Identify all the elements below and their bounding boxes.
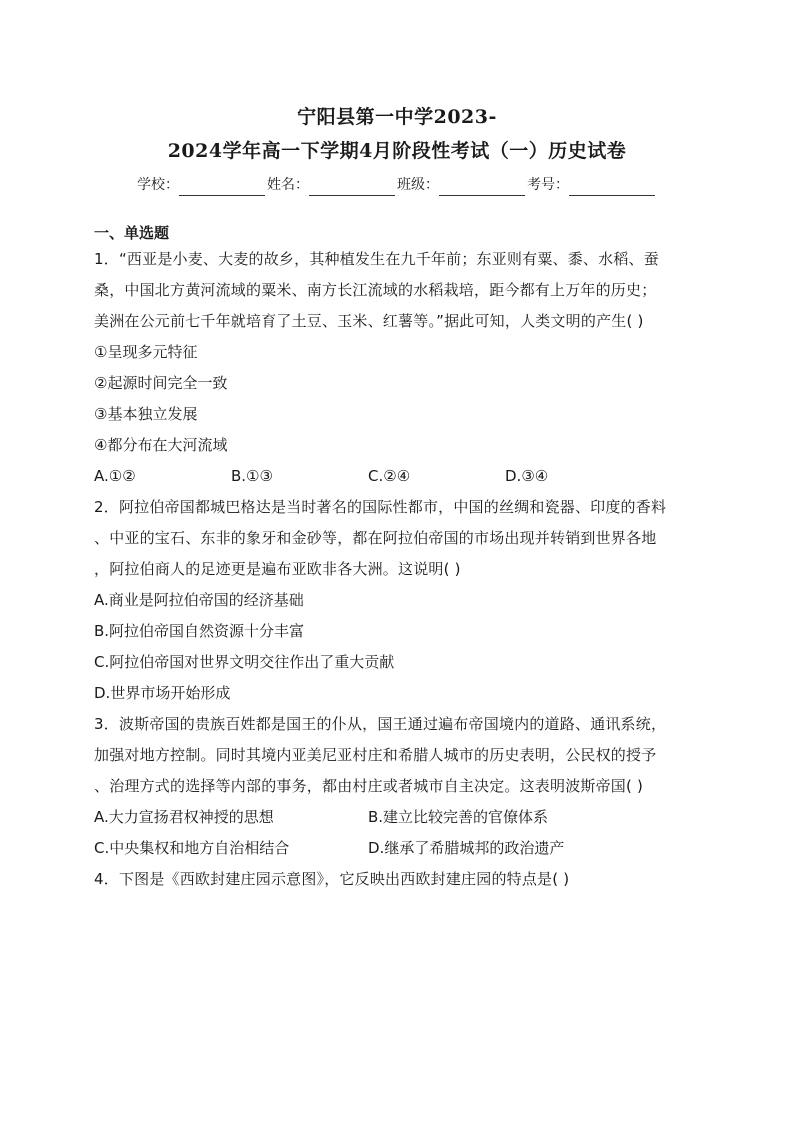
- statement-4: ④都分布在大河流域: [94, 436, 228, 454]
- option-a[interactable]: A.①②: [94, 467, 136, 485]
- name-blank[interactable]: [309, 179, 395, 196]
- school-blank[interactable]: [179, 179, 265, 196]
- exam-number-label: 考号：: [527, 177, 569, 193]
- option-c[interactable]: C.②④: [368, 467, 411, 485]
- question-1: [94, 244, 700, 492]
- statement-2: ②起源时间完全一致: [94, 374, 228, 392]
- option-d[interactable]: D.③④: [505, 467, 549, 485]
- option-d[interactable]: D.世界市场开始形成: [94, 684, 231, 702]
- option-c[interactable]: C.阿拉伯帝国对世界文明交往作出了重大贡献: [94, 653, 395, 671]
- question-2: [94, 492, 700, 709]
- question-stem-line: 美洲在公元前七千年就培育了土豆、玉米、红薯等。”据此可知，人类文明的产生( ): [94, 312, 644, 330]
- class-blank[interactable]: [439, 179, 525, 196]
- statement-1: ①呈现多元特征: [94, 343, 198, 361]
- option-d[interactable]: D.继承了希腊城邦的政治遗产: [368, 839, 565, 857]
- class-label: 班级：: [397, 177, 439, 193]
- question-stem-line: 1．“西亚是小麦、大麦的故乡，其种植发生在九千年前；东亚则有粟、黍、水稻、蚕: [94, 250, 659, 268]
- option-b[interactable]: B.①③: [231, 467, 273, 485]
- question-stem-line: 、中亚的宝石、东非的象牙和金砂等，都在阿拉伯帝国的市场出现并转销到世界各地: [94, 529, 657, 547]
- question-4: [94, 864, 700, 895]
- school-label: 学校：: [137, 177, 179, 193]
- question-stem-line: 加强对地方控制。同时其境内亚美尼亚村庄和希腊人城市的历史表明，公民权的授予: [94, 746, 657, 764]
- exam-title-line1: 宁阳县第一中学2023-: [297, 106, 497, 128]
- name-label: 姓名：: [267, 177, 309, 193]
- question-stem-line: 、治理方式的选择等内部的事务，都由村庄或者城市自主决定。这表明波斯帝国( ): [94, 777, 644, 795]
- exam-number-blank[interactable]: [569, 179, 655, 196]
- statement-3: ③基本独立发展: [94, 405, 198, 423]
- option-b[interactable]: B.阿拉伯帝国自然资源十分丰富: [94, 622, 305, 640]
- option-c[interactable]: C.中央集权和地方自治相结合: [94, 839, 290, 857]
- option-a[interactable]: A.大力宣扬君权神授的思想: [94, 808, 274, 826]
- question-stem-line: 2．阿拉伯帝国都城巴格达是当时著名的国际性都市，中国的丝绸和瓷器、印度的香料: [94, 498, 667, 516]
- options-row: [94, 833, 700, 864]
- options-row: [94, 802, 700, 833]
- option-b[interactable]: B.建立比较完善的官僚体系: [368, 808, 549, 826]
- question-3: [94, 709, 700, 864]
- option-a[interactable]: A.商业是阿拉伯帝国的经济基础: [94, 591, 304, 609]
- exam-title-line2: 2024学年高一下学期4月阶段性考试（一）历史试卷: [167, 140, 627, 162]
- options-row: [94, 461, 700, 492]
- question-stem-line: ，阿拉伯商人的足迹更是遍布亚欧非各大洲。这说明( ): [94, 560, 461, 578]
- question-stem-line: 3．波斯帝国的贵族百姓都是国王的仆从，国王通过遍布帝国境内的道路、通讯系统，: [94, 715, 667, 733]
- student-info-line: [94, 174, 700, 196]
- section-heading: 一、单选题: [94, 224, 170, 242]
- question-stem-line: 桑，中国北方黄河流域的粟米、南方长江流域的水稻栽培，距今都有上万年的历史；: [94, 281, 657, 299]
- question-stem-line: 4．下图是《西欧封建庄园示意图》，它反映出西欧封建庄园的特点是( ): [94, 870, 570, 888]
